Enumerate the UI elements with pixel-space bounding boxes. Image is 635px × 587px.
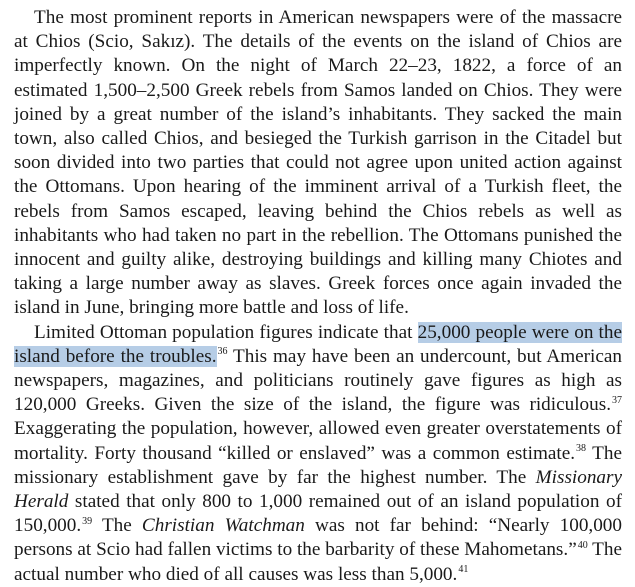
paragraph-text: The most prominent reports in American newspapers were of the massacre at Chios (Scio, Sakız). The details of the events on the island of Chios are imperfectly known. On the night of March 22–23, 1822, a force of an estimated 1,500–2,500 Greek rebels from Samos landed on Chios. They were joined by a great number of the island’s inhabitants. They sacked the main town, also called Chios, and besieged the Turkish garrison in the Citadel but soon divided into two parties that could not agree upon united action against the Ottomans. Upon hearing of the imminent arrival of a Turkish fleet, the rebels from Samos escaped, leaving behind the Chios rebels as well as inhabitants who had taken no part in the rebellion. The Ottomans punished the innocent and guilty alike, destroying buildings and killing many Chiotes and taking a large number away as slaves. Greek forces once again invaded the island in June, bringing more battle and loss of life.	[14, 7, 622, 319]
italic-title-missionary-herald: Missionary Herald	[14, 466, 622, 513]
footnote-ref-40[interactable]: 40	[577, 540, 588, 552]
footnote-ref-36[interactable]: 36	[217, 346, 228, 358]
paragraph-population-figures	[14, 321, 622, 587]
text-run: was not far behind: “Nearly 100,000 persons at Scio had fallen victims to the barbarity of these Mahometans.”	[14, 515, 622, 561]
text-run: stated that only 800 to 1,000 remained out of an island population of 150,000.	[14, 491, 622, 537]
text-run: The missionary establishment gave by far the highest number. The	[14, 442, 622, 488]
footnote-ref-37[interactable]: 37	[612, 394, 622, 406]
paragraph-chios-massacre	[14, 6, 622, 321]
text-run: The	[92, 515, 142, 537]
highlighted-text[interactable]: 25,000 people were on the island before the troubles.	[14, 321, 622, 367]
footnote-ref-38[interactable]: 38	[576, 443, 587, 455]
document-body	[14, 6, 622, 587]
footnote-ref-39[interactable]: 39	[82, 515, 93, 527]
text-run: The actual number who died of all causes was less than 5,000.	[14, 539, 623, 585]
text-run: Limited Ottoman population figures indicate that	[34, 321, 418, 343]
italic-title-christian-watchman: Christian Watchman	[141, 515, 305, 537]
footnote-ref-41[interactable]: 41	[458, 564, 469, 576]
text-run: Exaggerating the population, however, allowed even greater overstatements of mortality. Forty thousand “killed or enslaved” was a common estimate.	[14, 418, 622, 464]
text-run: This may have been an undercount, but American newspapers, magazines, and politicians routinely gave figures as high as 120,000 Greeks. Given the size of the island, the figure was ridiculous.	[14, 345, 622, 416]
